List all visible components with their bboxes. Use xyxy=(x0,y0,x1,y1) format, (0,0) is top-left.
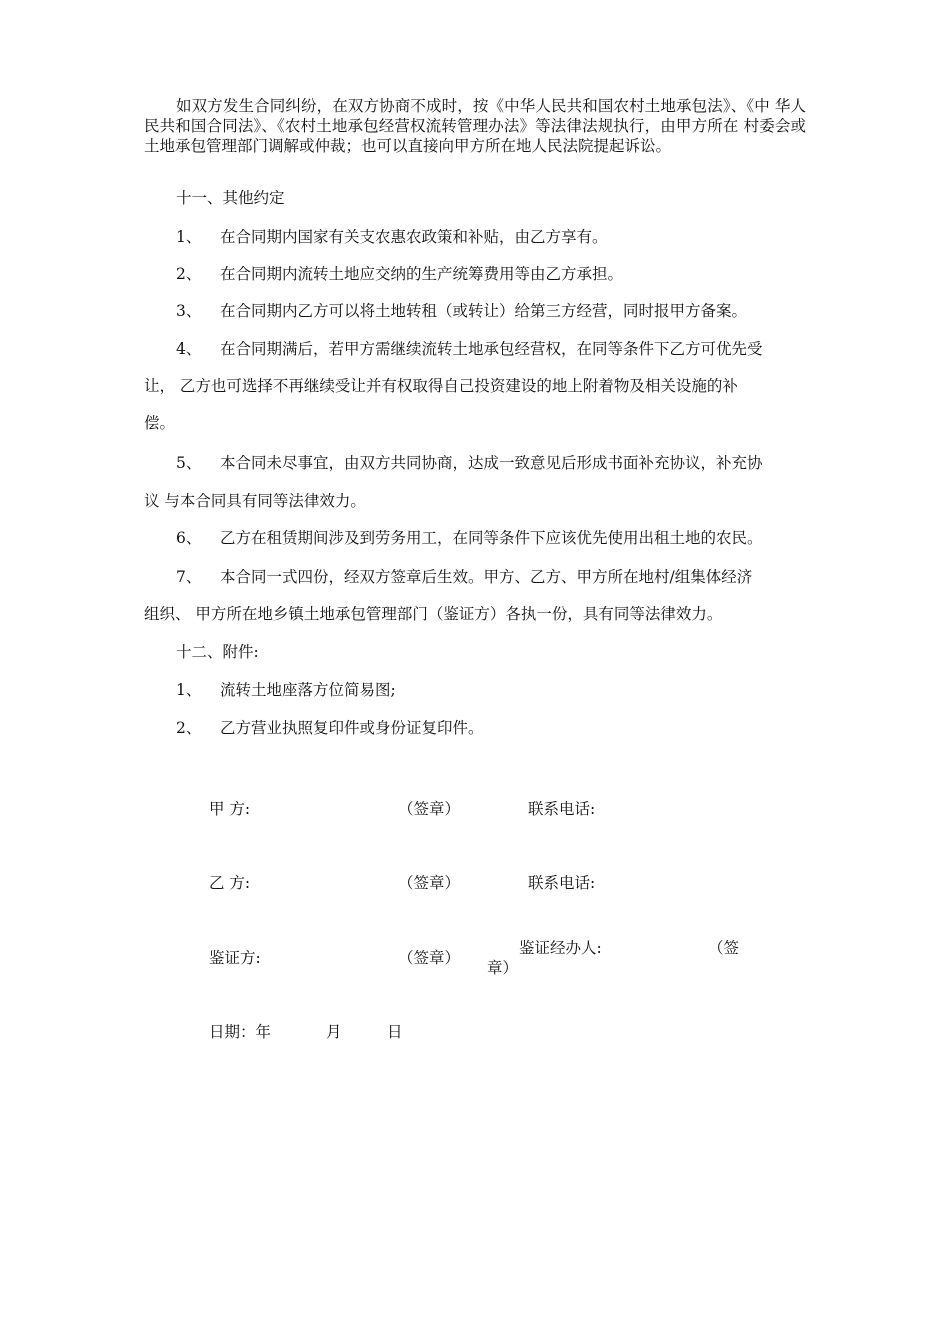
date-month: 月 xyxy=(326,1023,342,1041)
item-number: 7、 xyxy=(176,568,202,586)
signature-row-party-a xyxy=(0,797,950,827)
section-11-item-7-line-1 xyxy=(176,565,752,587)
section-11-item-4-line-2: 让， 乙方也可选择不再继续受让并有权取得自己投资建设的地上附着物及相关设施的补 xyxy=(144,377,738,395)
section-12-heading: 十二、附件: xyxy=(176,643,259,661)
item-number: 3、 xyxy=(176,302,202,320)
section-11-item-1 xyxy=(176,225,608,247)
party-b-seal: （签章） xyxy=(398,874,461,892)
section-11-item-2 xyxy=(176,262,623,284)
verifier-agent-seal-part-1: （签 xyxy=(708,939,740,957)
item-text: 乙方营业执照复印件或身份证复印件。 xyxy=(220,719,484,737)
verifier-agent-label: 鉴证经办人: xyxy=(519,939,602,957)
party-a-label: 甲 方: xyxy=(209,800,251,818)
date-row xyxy=(0,1020,950,1050)
item-text: 在合同期内乙方可以将土地转租（或转让）给第三方经营，同时报甲方备案。 xyxy=(220,302,748,320)
item-number: 2、 xyxy=(176,719,202,737)
party-a-phone-label: 联系电话: xyxy=(528,800,596,818)
section-11-item-4-line-3: 偿。 xyxy=(144,414,176,432)
section-11-item-4-line-1 xyxy=(176,337,763,359)
section-11-item-5-line-2: 议 与本合同具有同等法律效力。 xyxy=(144,492,366,510)
item-text: 流转土地座落方位简易图; xyxy=(220,681,396,699)
verifier-seal: （签章） xyxy=(398,949,461,967)
section-12-item-1 xyxy=(176,678,396,700)
section-11-item-6 xyxy=(176,526,763,548)
item-number: 4、 xyxy=(176,340,202,358)
party-a-seal: （签章） xyxy=(398,800,461,818)
section-12-item-2 xyxy=(176,716,484,738)
section-11-heading: 十一、其他约定 xyxy=(176,189,285,207)
section-11-item-3 xyxy=(176,299,747,321)
dispute-clause-paragraph: 如双方发生合同纠纷，在双方协商不成时，按《中华人民共和国农村土地承包法》、《中 华人民共和国合同法》、《农村土地承包经营权流转管理办法》等法律法规执行，由甲方所在 村委会或土地承包管理部门调解或仲裁；也可以直接向甲方所在地人民法院提起诉讼。 xyxy=(144,97,806,155)
item-number: 1、 xyxy=(176,228,202,246)
item-text: 在合同期满后，若甲方需继续流转土地承包经营权，在同等条件下乙方可优先受 xyxy=(220,340,763,358)
item-number: 6、 xyxy=(176,529,202,547)
item-text: 在合同期内流转土地应交纳的生产统筹费用等由乙方承担。 xyxy=(220,265,624,283)
item-text: 在合同期内国家有关支农惠农政策和补贴，由乙方享有。 xyxy=(220,228,608,246)
item-number: 5、 xyxy=(176,454,202,472)
section-11-item-5-line-1 xyxy=(176,451,763,473)
party-b-phone-label: 联系电话: xyxy=(528,874,596,892)
section-11-item-7-line-2: 组织、 甲方所在地乡镇土地承包管理部门（鉴证方）各执一份，具有同等法律效力。 xyxy=(144,605,723,623)
item-number: 2、 xyxy=(176,265,202,283)
date-day: 日 xyxy=(387,1023,403,1041)
item-text: 本合同未尽事宜，由双方共同协商，达成一致意见后形成书面补充协议，补充协 xyxy=(220,454,763,472)
party-b-label: 乙 方: xyxy=(209,874,251,892)
item-number: 1、 xyxy=(176,681,202,699)
verifier-agent-seal-part-2: 章） xyxy=(487,959,519,977)
verifier-label: 鉴证方: xyxy=(209,949,261,967)
date-label: 日期：年 xyxy=(209,1023,272,1041)
item-text: 乙方在租赁期间涉及到劳务用工，在同等条件下应该优先使用出租土地的农民。 xyxy=(220,529,763,547)
signature-row-verifier xyxy=(0,935,950,985)
item-text: 本合同一式四份，经双方签章后生效。甲方、乙方、甲方所在地村/组集体经济 xyxy=(220,568,753,586)
signature-row-party-b xyxy=(0,871,950,901)
